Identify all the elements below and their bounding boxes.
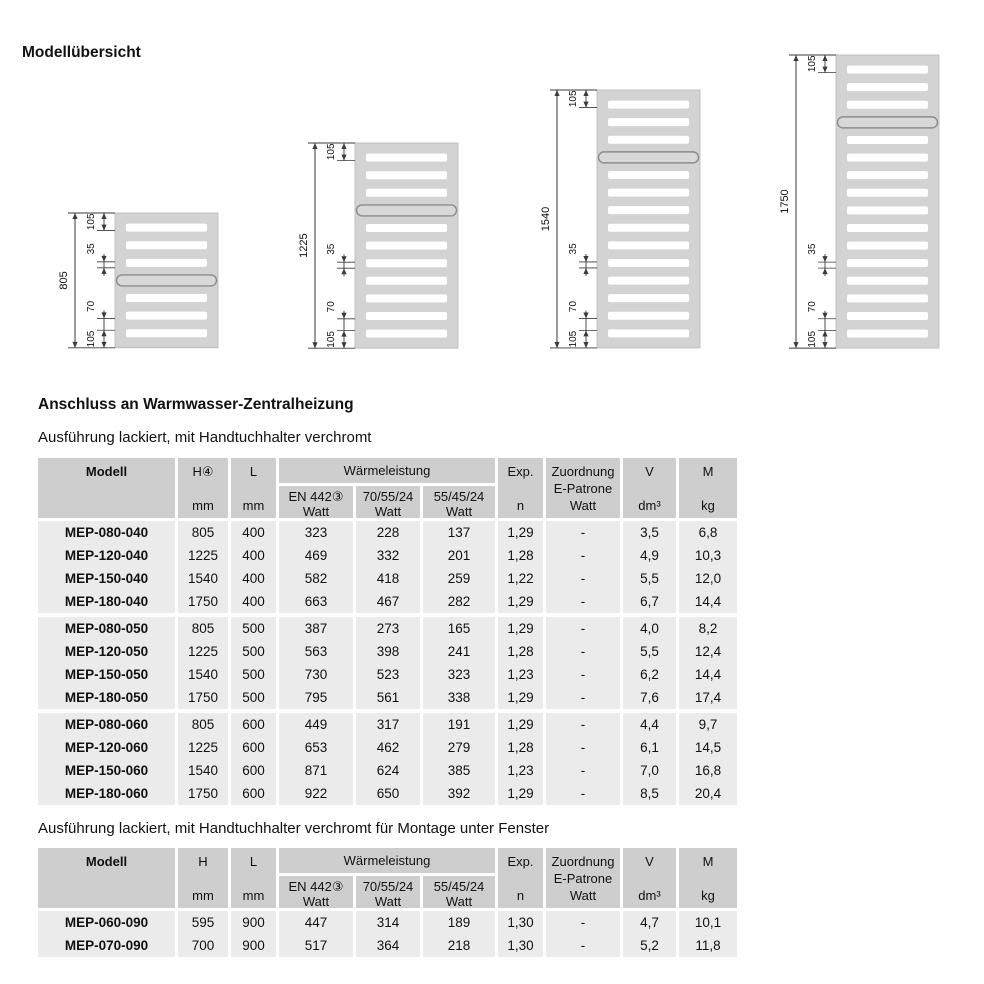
value-cell: 1225 (178, 736, 228, 759)
value-cell: 1,28 (498, 736, 543, 759)
svg-text:105: 105 (807, 55, 818, 73)
model-cell: MEP-120-050 (38, 640, 175, 663)
col-header-watt-2: 55/45/24 Watt (423, 486, 495, 518)
value-cell: 5,5 (623, 567, 676, 590)
page-title: Modellübersicht (22, 44, 141, 61)
spec-table (38, 458, 737, 805)
value-cell: 323 (423, 663, 495, 686)
value-cell: 1,29 (498, 686, 543, 709)
col-header-m: M kg (679, 458, 737, 518)
value-cell: - (546, 590, 620, 613)
value-cell: - (546, 736, 620, 759)
value-cell: 1,30 (498, 934, 543, 957)
value-cell: 332 (356, 544, 420, 567)
value-cell: 9,7 (679, 713, 737, 736)
value-cell: 14,5 (679, 736, 737, 759)
svg-text:70: 70 (326, 301, 337, 313)
value-cell: 1,29 (498, 590, 543, 613)
value-cell: 228 (356, 521, 420, 544)
value-cell: 400 (231, 590, 276, 613)
value-cell: - (546, 521, 620, 544)
row-group (38, 911, 737, 957)
svg-text:1750: 1750 (779, 189, 791, 214)
col-header-l: L mm (231, 848, 276, 908)
value-cell: 398 (356, 640, 420, 663)
col-header-v: V dm³ (623, 458, 676, 518)
model-cell: MEP-080-060 (38, 713, 175, 736)
value-cell: 922 (279, 782, 353, 805)
value-cell: 1,22 (498, 567, 543, 590)
radiator-diagram-1750 (779, 52, 940, 351)
value-cell: 8,5 (623, 782, 676, 805)
svg-text:1225: 1225 (298, 233, 310, 258)
value-cell: 3,5 (623, 521, 676, 544)
value-cell: 4,0 (623, 617, 676, 640)
svg-text:105: 105 (86, 213, 98, 231)
value-cell: 469 (279, 544, 353, 567)
value-cell: 500 (231, 640, 276, 663)
value-cell: 1,29 (498, 521, 543, 544)
value-cell: 500 (231, 686, 276, 709)
svg-text:35: 35 (86, 243, 98, 255)
value-cell: 600 (231, 713, 276, 736)
model-cell: MEP-070-090 (38, 934, 175, 957)
model-cell: MEP-080-050 (38, 617, 175, 640)
value-cell: 12,0 (679, 567, 737, 590)
value-cell: 137 (423, 521, 495, 544)
value-cell: 8,2 (679, 617, 737, 640)
value-cell: 1,23 (498, 759, 543, 782)
value-cell: 730 (279, 663, 353, 686)
value-cell: 805 (178, 521, 228, 544)
value-cell: 447 (279, 911, 353, 934)
svg-text:1540: 1540 (540, 206, 553, 232)
value-cell: 17,4 (679, 686, 737, 709)
value-cell: 5,5 (623, 640, 676, 663)
radiator-diagram-1225 (298, 140, 459, 351)
value-cell: 364 (356, 934, 420, 957)
value-cell: 12,4 (679, 640, 737, 663)
value-cell: 595 (178, 911, 228, 934)
value-cell: - (546, 934, 620, 957)
value-cell: 16,8 (679, 759, 737, 782)
value-cell: 10,1 (679, 911, 737, 934)
value-cell: - (546, 713, 620, 736)
col-header-zuordnung: Zuordnung E-Patrone Watt (546, 458, 620, 518)
value-cell: 259 (423, 567, 495, 590)
col-header-h: H④ mm (178, 458, 228, 518)
svg-text:70: 70 (86, 301, 98, 313)
col-header-watt-0: EN 442③ Watt (279, 876, 353, 908)
model-cell: MEP-120-060 (38, 736, 175, 759)
col-header-m: M kg (679, 848, 737, 908)
value-cell: 282 (423, 590, 495, 613)
col-header-watt-0: EN 442③ Watt (279, 486, 353, 518)
value-cell: 563 (279, 640, 353, 663)
col-header-waermeleistung: Wärmeleistung (279, 458, 495, 486)
value-cell: 4,7 (623, 911, 676, 934)
value-cell: 1,28 (498, 640, 543, 663)
value-cell: 871 (279, 759, 353, 782)
col-header-exp: Exp. n (498, 458, 543, 518)
col-header-modell: Modell (38, 458, 175, 518)
value-cell: 400 (231, 544, 276, 567)
value-cell: 7,0 (623, 759, 676, 782)
value-cell: - (546, 640, 620, 663)
col-header-h: H mm (178, 848, 228, 908)
model-overview-diagrams (0, 0, 984, 380)
value-cell: 600 (231, 759, 276, 782)
value-cell: 600 (231, 782, 276, 805)
section-heading: Anschluss an Warmwasser-Zentralheizung (38, 396, 354, 413)
value-cell: 1225 (178, 640, 228, 663)
value-cell: 14,4 (679, 590, 737, 613)
table-subtitle: Ausführung lackiert, mit Handtuchhalter verchromt (38, 429, 372, 446)
model-cell: MEP-120-040 (38, 544, 175, 567)
value-cell: 900 (231, 911, 276, 934)
value-cell: 1750 (178, 686, 228, 709)
value-cell: - (546, 544, 620, 567)
value-cell: - (546, 663, 620, 686)
value-cell: 1,28 (498, 544, 543, 567)
value-cell: 20,4 (679, 782, 737, 805)
value-cell: 418 (356, 567, 420, 590)
value-cell: 201 (423, 544, 495, 567)
value-cell: 6,1 (623, 736, 676, 759)
value-cell: 467 (356, 590, 420, 613)
value-cell: 624 (356, 759, 420, 782)
col-header-watt-1: 70/55/24 Watt (356, 876, 420, 908)
value-cell: 1225 (178, 544, 228, 567)
radiator-diagram-805 (58, 210, 219, 351)
value-cell: - (546, 759, 620, 782)
value-cell: 449 (279, 713, 353, 736)
model-cell: MEP-180-050 (38, 686, 175, 709)
value-cell: 900 (231, 934, 276, 957)
value-cell: 500 (231, 617, 276, 640)
value-cell: 1,30 (498, 911, 543, 934)
value-cell: 323 (279, 521, 353, 544)
svg-text:35: 35 (326, 243, 337, 255)
value-cell: 1,29 (498, 617, 543, 640)
value-cell: 1750 (178, 782, 228, 805)
col-header-waermeleistung: Wärmeleistung (279, 848, 495, 876)
value-cell: 663 (279, 590, 353, 613)
svg-text:35: 35 (568, 243, 580, 255)
svg-text:105: 105 (807, 330, 818, 348)
value-cell: 650 (356, 782, 420, 805)
value-cell: - (546, 686, 620, 709)
value-cell: 805 (178, 713, 228, 736)
value-cell: 14,4 (679, 663, 737, 686)
value-cell: 1540 (178, 759, 228, 782)
value-cell: 1,29 (498, 713, 543, 736)
value-cell: 317 (356, 713, 420, 736)
col-header-modell: Modell (38, 848, 175, 908)
value-cell: 6,2 (623, 663, 676, 686)
col-header-zuordnung: Zuordnung E-Patrone Watt (546, 848, 620, 908)
value-cell: - (546, 782, 620, 805)
svg-text:35: 35 (807, 243, 818, 255)
value-cell: 10,3 (679, 544, 737, 567)
value-cell: 1750 (178, 590, 228, 613)
svg-text:105: 105 (568, 90, 580, 108)
col-header-exp: Exp. n (498, 848, 543, 908)
value-cell: 600 (231, 736, 276, 759)
col-header-v: V dm³ (623, 848, 676, 908)
model-cell: MEP-150-050 (38, 663, 175, 686)
model-cell: MEP-180-040 (38, 590, 175, 613)
row-group (38, 521, 737, 613)
svg-text:70: 70 (568, 301, 580, 313)
value-cell: 1,29 (498, 782, 543, 805)
table-header (38, 848, 737, 908)
model-cell: MEP-150-040 (38, 567, 175, 590)
value-cell: 218 (423, 934, 495, 957)
row-group (38, 713, 737, 805)
model-cell: MEP-180-060 (38, 782, 175, 805)
col-header-watt-2: 55/45/24 Watt (423, 876, 495, 908)
value-cell: 165 (423, 617, 495, 640)
value-cell: - (546, 617, 620, 640)
value-cell: 1540 (178, 567, 228, 590)
value-cell: 392 (423, 782, 495, 805)
model-cell: MEP-060-090 (38, 911, 175, 934)
value-cell: 338 (423, 686, 495, 709)
value-cell: 582 (279, 567, 353, 590)
value-cell: 462 (356, 736, 420, 759)
col-header-watt-1: 70/55/24 Watt (356, 486, 420, 518)
value-cell: 400 (231, 567, 276, 590)
value-cell: 6,8 (679, 521, 737, 544)
value-cell: 241 (423, 640, 495, 663)
svg-text:105: 105 (86, 330, 98, 348)
value-cell: 805 (178, 617, 228, 640)
value-cell: 653 (279, 736, 353, 759)
svg-text:105: 105 (326, 330, 337, 348)
value-cell: 279 (423, 736, 495, 759)
value-cell: 5,2 (623, 934, 676, 957)
value-cell: 387 (279, 617, 353, 640)
table-subtitle: Ausführung lackiert, mit Handtuchhalter verchromt für Montage unter Fenster (38, 820, 550, 837)
value-cell: 500 (231, 663, 276, 686)
value-cell: 385 (423, 759, 495, 782)
col-header-l: L mm (231, 458, 276, 518)
value-cell: - (546, 567, 620, 590)
value-cell: 795 (279, 686, 353, 709)
table-header (38, 458, 737, 518)
value-cell: 6,7 (623, 590, 676, 613)
value-cell: 523 (356, 663, 420, 686)
value-cell: 189 (423, 911, 495, 934)
model-cell: MEP-080-040 (38, 521, 175, 544)
model-cell: MEP-150-060 (38, 759, 175, 782)
value-cell: 561 (356, 686, 420, 709)
radiator-diagram-1540 (540, 87, 701, 351)
value-cell: 1,23 (498, 663, 543, 686)
value-cell: 400 (231, 521, 276, 544)
svg-text:105: 105 (568, 330, 580, 348)
value-cell: 4,9 (623, 544, 676, 567)
row-group (38, 617, 737, 709)
svg-text:805: 805 (58, 271, 71, 290)
value-cell: 517 (279, 934, 353, 957)
value-cell: 7,6 (623, 686, 676, 709)
svg-text:105: 105 (326, 143, 337, 160)
value-cell: 700 (178, 934, 228, 957)
value-cell: - (546, 911, 620, 934)
value-cell: 191 (423, 713, 495, 736)
spec-table (38, 848, 737, 957)
value-cell: 314 (356, 911, 420, 934)
value-cell: 11,8 (679, 934, 737, 957)
svg-text:70: 70 (807, 301, 818, 313)
value-cell: 1540 (178, 663, 228, 686)
value-cell: 273 (356, 617, 420, 640)
value-cell: 4,4 (623, 713, 676, 736)
